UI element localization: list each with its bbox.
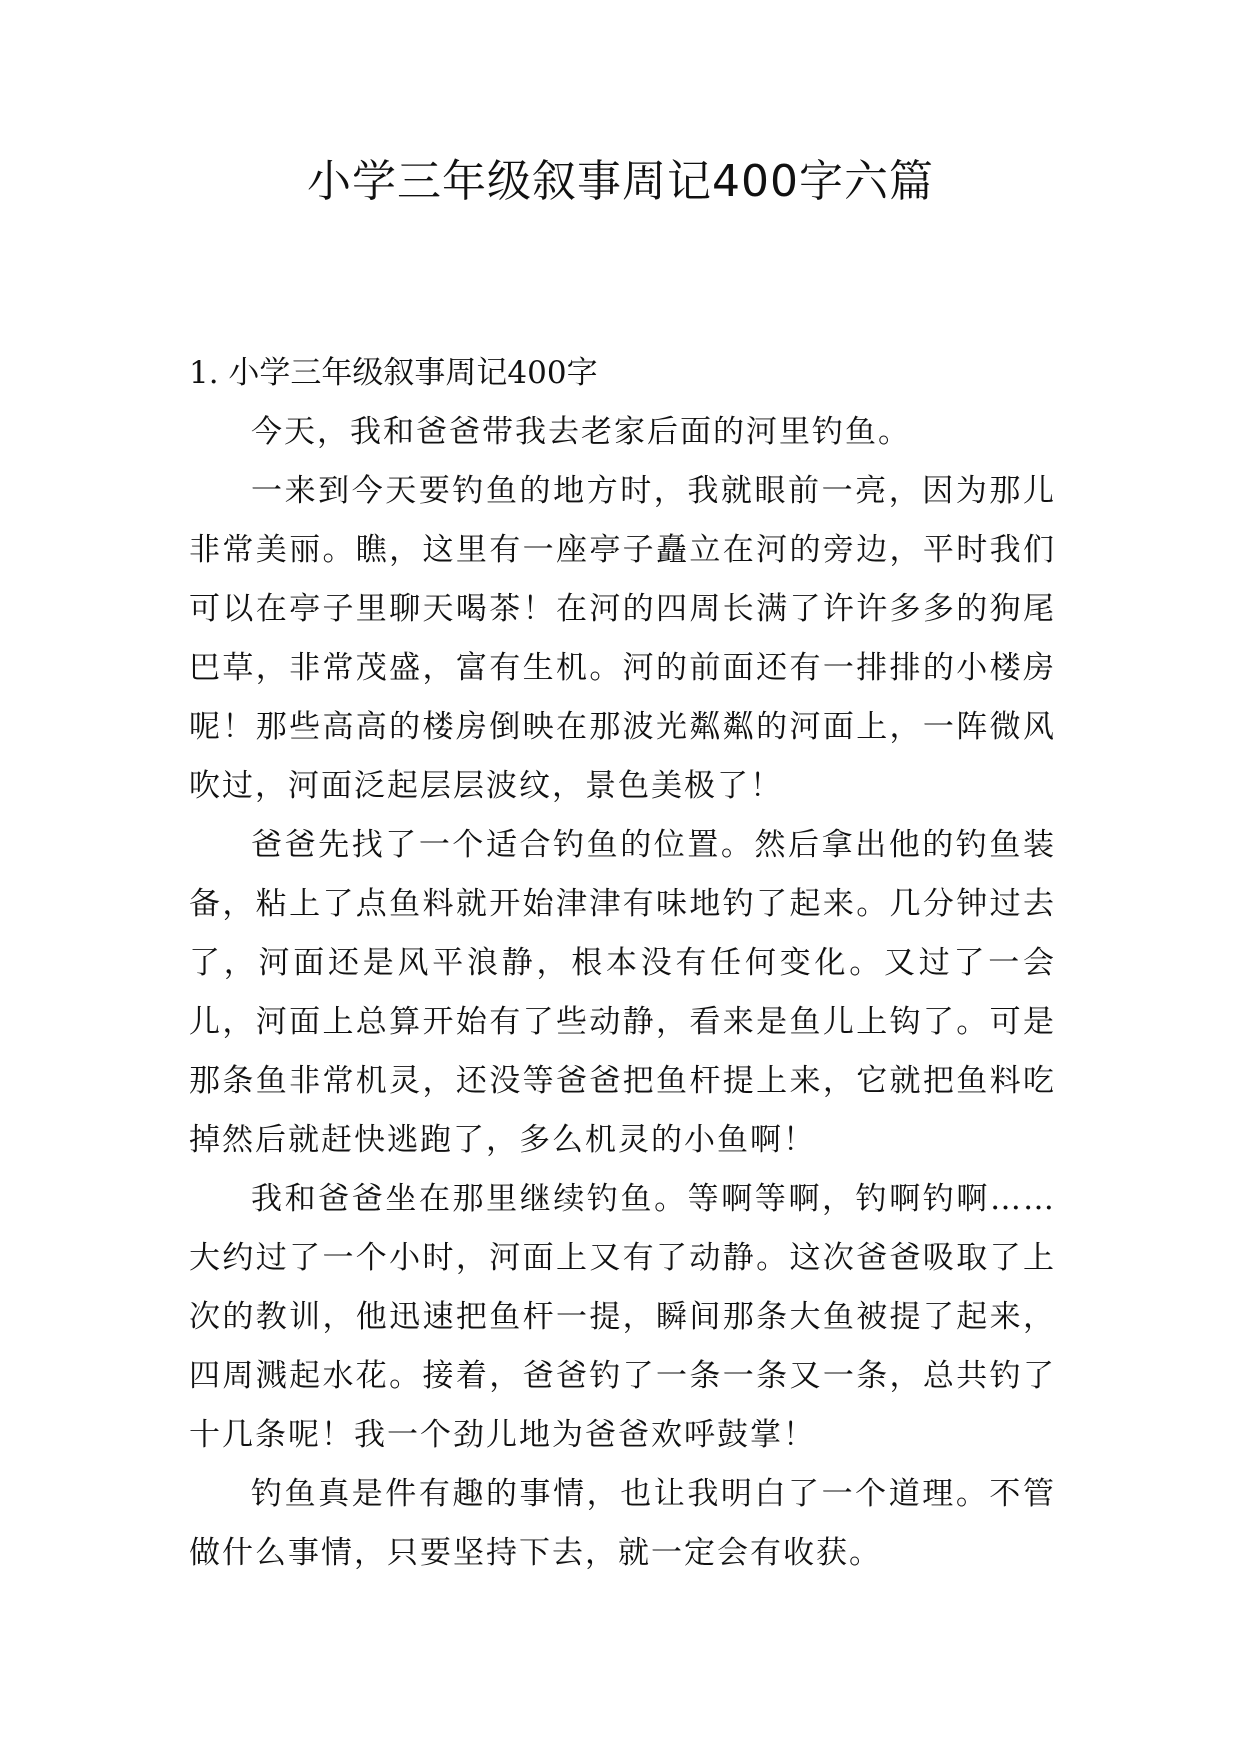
paragraph: 钓鱼真是件有趣的事情，也让我明白了一个道理。不管做什么事情，只要坚持下去，就一定会有收获。: [189, 1476, 1056, 1571]
paragraph: 爸爸先找了一个适合钓鱼的位置。然后拿出他的钓鱼装备，粘上了点鱼料就开始津津有味地钓了起来。几分钟过去了，河面还是风平浪静，根本没有任何变化。又过了一会儿，河面上总算开始有了些动静，看来是鱼儿上钩了。可是那条鱼非常机灵，还没等爸爸把鱼杆提上来，它就把鱼料吃掉然后就赶快逃跑了，多么机灵的小鱼啊！: [189, 827, 1056, 1158]
paragraph: 我和爸爸坐在那里继续钓鱼。等啊等啊，钓啊钓啊……大约过了一个小时，河面上又有了动静。这次爸爸吸取了上次的教训，他迅速把鱼杆一提，瞬间那条大鱼被提了起来，四周溅起水花。接着，爸爸钓了一条一条又一条，总共钓了十几条呢！我一个劲儿地为爸爸欢呼鼓掌！: [189, 1181, 1056, 1453]
paragraph: 今天，我和爸爸带我去老家后面的河里钓鱼。: [251, 414, 911, 450]
section-heading: 1. 小学三年级叙事周记400字: [189, 355, 598, 391]
document-body: [189, 344, 1056, 1583]
document-title: 小学三年级叙事周记400字六篇: [307, 156, 934, 207]
paragraph: 一来到今天要钓鱼的地方时，我就眼前一亮，因为那儿非常美丽。瞧，这里有一座亭子矗立在河的旁边，平时我们可以在亭子里聊天喝茶！在河的四周长满了许许多多的狗尾巴草，非常茂盛，富有生机。河的前面还有一排排的小楼房呢！那些高高的楼房倒映在那波光粼粼的河面上，一阵微风吹过，河面泛起层层波纹，景色美极了！: [189, 473, 1056, 804]
